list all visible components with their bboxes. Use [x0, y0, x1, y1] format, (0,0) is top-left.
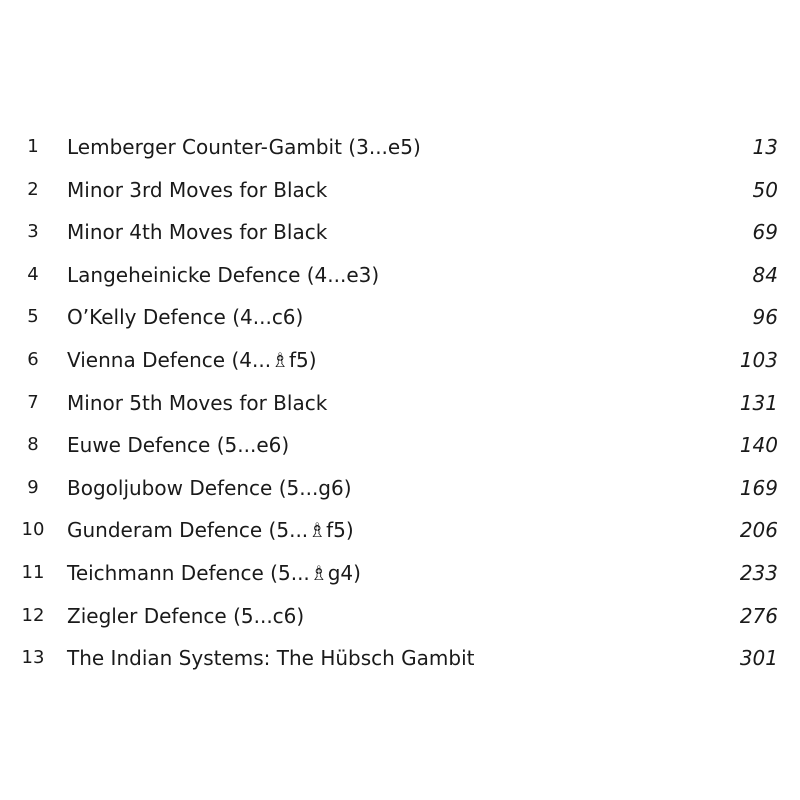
chapter-number: 4	[27, 263, 39, 285]
chapter-number: 1	[27, 136, 39, 157]
toc-entry-6	[0, 339, 800, 382]
chapter-title: Gunderam Defence (5...♗f5)	[67, 518, 354, 543]
toc-entry-11	[0, 552, 800, 595]
chapter-number: 2	[27, 178, 39, 200]
chapter-number: 11	[21, 561, 45, 583]
table-of-contents	[0, 126, 800, 680]
chapter-page: 96	[752, 305, 778, 330]
chapter-title: Lemberger Counter-Gambit (3...e5)	[67, 135, 421, 159]
chapter-title: Vienna Defence (4...♗f5)	[67, 347, 317, 372]
chapter-page: 69	[752, 220, 778, 245]
chapter-page: 206	[739, 518, 778, 543]
chapter-title: Minor 3rd Moves for Black	[67, 177, 328, 202]
chapter-page: 233	[739, 560, 778, 585]
chapter-number: 8	[27, 434, 39, 456]
toc-entry-4	[0, 254, 800, 297]
toc-entry-9	[0, 467, 800, 510]
chapter-title: Euwe Defence (5...e6)	[67, 433, 290, 458]
chapter-page: 301	[739, 646, 778, 671]
toc-entry-8	[0, 424, 800, 467]
chapter-page: 13	[752, 135, 778, 159]
chapter-title: O’Kelly Defence (4...c6)	[67, 305, 304, 330]
toc-entry-5	[0, 296, 800, 339]
chapter-title: Teichmann Defence (5...♗g4)	[67, 560, 361, 585]
chapter-number: 9	[27, 476, 39, 498]
chapter-number: 7	[27, 391, 39, 413]
toc-entry-1	[0, 126, 800, 169]
toc-entry-3	[0, 211, 800, 254]
chapter-title: Bogoljubow Defence (5...g6)	[67, 475, 352, 500]
chapter-number: 6	[27, 348, 39, 370]
chapter-page: 140	[739, 433, 778, 458]
chapter-title: Langeheinicke Defence (4...e3)	[67, 262, 380, 287]
chapter-number: 5	[27, 306, 39, 328]
toc-entry-7	[0, 382, 800, 425]
toc-entry-2	[0, 169, 800, 212]
chapter-page: 169	[739, 475, 778, 500]
toc-entry-13	[0, 637, 800, 680]
chapter-page: 84	[752, 262, 778, 287]
chapter-number: 13	[21, 647, 45, 669]
chapter-number: 10	[21, 519, 45, 541]
chapter-page: 131	[739, 390, 778, 415]
chapter-title: Minor 5th Moves for Black	[67, 390, 328, 415]
toc-entry-10	[0, 509, 800, 552]
chapter-title: The Indian Systems: The Hübsch Gambit	[67, 646, 475, 671]
chapter-title: Ziegler Defence (5...c6)	[67, 603, 305, 628]
chapter-page: 103	[739, 347, 778, 372]
chapter-page: 50	[752, 177, 778, 202]
toc-entry-12	[0, 595, 800, 638]
chapter-title: Minor 4th Moves for Black	[67, 220, 328, 245]
chapter-number: 12	[21, 604, 45, 626]
chapter-number: 3	[27, 221, 39, 243]
chapter-page: 276	[739, 603, 778, 628]
